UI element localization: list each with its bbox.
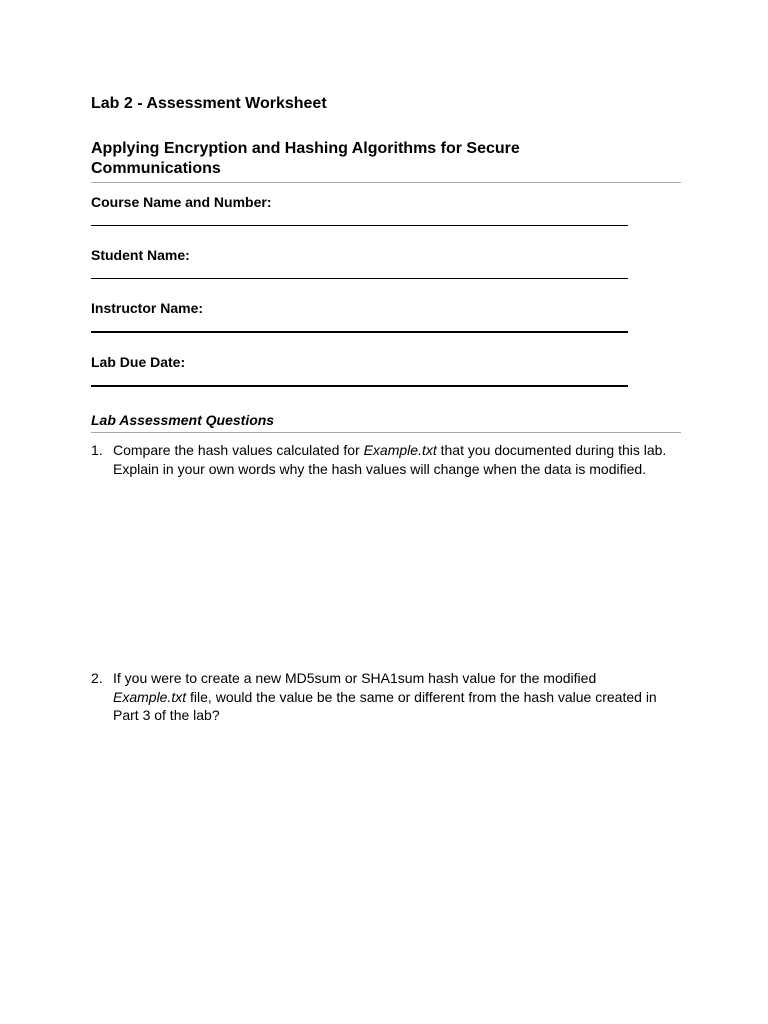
lab-due-date-label: Lab Due Date: <box>91 354 186 370</box>
subtitle-divider <box>91 182 681 183</box>
document-title: Lab 2 - Assessment Worksheet <box>91 95 327 112</box>
document-subtitle: Applying Encryption and Hashing Algorithms for Secure Communications <box>91 140 520 177</box>
student-name-label: Student Name: <box>91 247 190 263</box>
course-name-line <box>91 225 628 226</box>
question-1-text <box>113 441 673 478</box>
question-2-text-start: If you were to create a new MD5sum or SHA1sum hash value for the modified <box>113 670 597 686</box>
question-2-text-end: file, would the value be the same or different from the hash value created in Part 3 of the lab? <box>113 688 657 723</box>
question-1-text-end: that you documented during this lab. Explain in your own words why the hash values will change when the data is modified. <box>113 442 667 477</box>
instructor-name-label: Instructor Name: <box>91 300 204 316</box>
course-name-label: Course Name and Number: <box>91 194 272 210</box>
question-2-number: 2. <box>91 670 103 686</box>
lab-due-date-line <box>91 385 628 387</box>
question-2-filename: Example.txt <box>113 688 187 705</box>
questions-divider <box>91 432 681 433</box>
question-1-filename: Example.txt <box>363 442 437 458</box>
assessment-questions-heading: Lab Assessment Questions <box>91 412 275 428</box>
student-name-line <box>91 278 628 279</box>
question-1-text-start: Compare the hash values calculated for <box>113 442 364 458</box>
question-2-text <box>113 669 673 725</box>
question-1-number: 1. <box>91 442 103 458</box>
instructor-name-line <box>91 331 628 333</box>
